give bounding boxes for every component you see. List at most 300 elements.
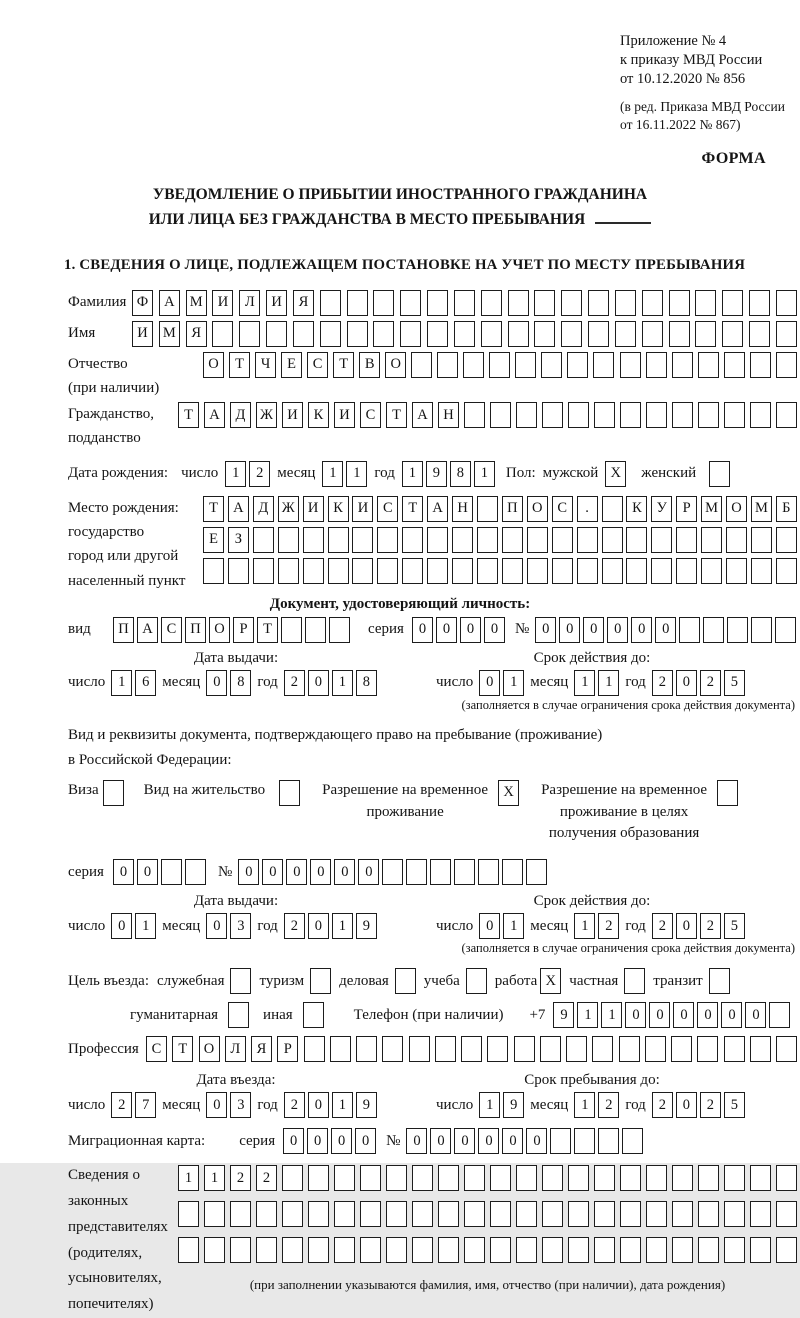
char-cell[interactable] [230,1201,251,1227]
checkbox-humanitarian[interactable] [228,1002,249,1028]
char-cell[interactable] [256,1237,277,1263]
char-cell[interactable] [438,1165,459,1191]
char-cell[interactable]: О [726,496,747,522]
char-cell[interactable] [239,321,260,347]
char-cell[interactable] [751,558,772,584]
char-cell[interactable]: Б [776,496,797,522]
char-cell[interactable] [669,321,690,347]
char-cell[interactable]: 0 [355,1128,376,1154]
char-cell[interactable] [334,1165,355,1191]
char-cell[interactable] [490,1201,511,1227]
char-cell[interactable]: 0 [111,913,132,939]
char-cell[interactable]: К [328,496,349,522]
char-cell[interactable] [281,617,302,643]
char-cell[interactable] [594,402,615,428]
char-cell[interactable] [454,321,475,347]
char-cell[interactable]: Т [386,402,407,428]
char-cell[interactable]: 0 [649,1002,670,1028]
char-cell[interactable] [619,1036,640,1062]
char-cell[interactable]: 0 [502,1128,523,1154]
char-cell[interactable] [320,290,341,316]
char-cell[interactable]: 1 [474,461,495,487]
char-cell[interactable]: 0 [745,1002,766,1028]
char-cell[interactable]: 1 [601,1002,622,1028]
char-cell[interactable] [749,290,770,316]
char-cell[interactable] [724,402,745,428]
char-cell[interactable]: Я [251,1036,272,1062]
char-cell[interactable] [508,321,529,347]
char-cell[interactable]: 1 [178,1165,199,1191]
char-cell[interactable]: 0 [430,1128,451,1154]
char-cell[interactable] [701,558,722,584]
char-cell[interactable] [282,1237,303,1263]
char-cell[interactable]: 1 [503,913,524,939]
char-cell[interactable] [502,859,523,885]
char-cell[interactable] [776,1036,797,1062]
char-cell[interactable] [516,1201,537,1227]
char-cell[interactable] [515,352,536,378]
char-cell[interactable]: М [186,290,207,316]
char-cell[interactable] [452,527,473,553]
char-cell[interactable] [672,352,693,378]
char-cell[interactable]: Е [203,527,224,553]
char-cell[interactable] [178,1201,199,1227]
char-cell[interactable] [727,617,748,643]
char-cell[interactable] [620,1165,641,1191]
char-cell[interactable]: 0 [526,1128,547,1154]
checkbox-study[interactable] [466,968,487,994]
char-cell[interactable] [568,402,589,428]
char-cell[interactable]: 0 [331,1128,352,1154]
char-cell[interactable]: Д [253,496,274,522]
char-cell[interactable] [724,352,745,378]
char-cell[interactable] [212,321,233,347]
char-cell[interactable]: 2 [284,670,305,696]
char-cell[interactable] [602,496,623,522]
char-cell[interactable] [776,558,797,584]
char-cell[interactable]: 1 [322,461,343,487]
char-cell[interactable] [400,321,421,347]
char-cell[interactable] [412,1165,433,1191]
char-cell[interactable]: Д [230,402,251,428]
char-cell[interactable] [698,1165,719,1191]
char-cell[interactable] [672,1201,693,1227]
char-cell[interactable] [527,527,548,553]
char-cell[interactable] [427,558,448,584]
char-cell[interactable]: Я [186,321,207,347]
char-cell[interactable] [464,1165,485,1191]
char-cell[interactable]: Р [233,617,254,643]
char-cell[interactable] [373,290,394,316]
char-cell[interactable] [697,1036,718,1062]
char-cell[interactable]: 0 [478,1128,499,1154]
char-cell[interactable] [477,496,498,522]
char-cell[interactable] [698,1201,719,1227]
char-cell[interactable] [266,321,287,347]
char-cell[interactable]: 1 [574,1092,595,1118]
char-cell[interactable] [620,1201,641,1227]
char-cell[interactable]: 0 [308,1092,329,1118]
char-cell[interactable] [427,527,448,553]
char-cell[interactable]: Т [402,496,423,522]
char-cell[interactable] [672,1237,693,1263]
char-cell[interactable] [502,558,523,584]
char-cell[interactable]: К [626,496,647,522]
char-cell[interactable] [477,558,498,584]
char-cell[interactable] [776,1201,797,1227]
char-cell[interactable]: И [334,402,355,428]
char-cell[interactable] [463,352,484,378]
char-cell[interactable] [377,558,398,584]
char-cell[interactable]: 0 [308,913,329,939]
char-cell[interactable]: 0 [307,1128,328,1154]
char-cell[interactable] [646,1201,667,1227]
char-cell[interactable]: 9 [356,913,377,939]
char-cell[interactable]: 0 [460,617,481,643]
char-cell[interactable]: 2 [111,1092,132,1118]
char-cell[interactable]: Н [438,402,459,428]
char-cell[interactable] [328,527,349,553]
char-cell[interactable] [334,1237,355,1263]
char-cell[interactable]: Ж [256,402,277,428]
char-cell[interactable]: 0 [310,859,331,885]
char-cell[interactable] [594,1165,615,1191]
char-cell[interactable] [402,558,423,584]
char-cell[interactable]: 0 [113,859,134,885]
char-cell[interactable]: Ч [255,352,276,378]
char-cell[interactable] [620,352,641,378]
char-cell[interactable]: 2 [700,1092,721,1118]
char-cell[interactable] [477,527,498,553]
char-cell[interactable] [750,1201,771,1227]
char-cell[interactable]: Л [225,1036,246,1062]
char-cell[interactable] [724,1036,745,1062]
char-cell[interactable]: 1 [574,670,595,696]
char-cell[interactable] [646,402,667,428]
char-cell[interactable]: 1 [332,1092,353,1118]
char-cell[interactable]: 0 [283,1128,304,1154]
char-cell[interactable] [540,1036,561,1062]
char-cell[interactable] [588,321,609,347]
char-cell[interactable] [541,352,562,378]
char-cell[interactable] [481,321,502,347]
char-cell[interactable] [574,1128,595,1154]
char-cell[interactable]: И [352,496,373,522]
char-cell[interactable]: У [651,496,672,522]
char-cell[interactable] [438,1201,459,1227]
char-cell[interactable]: Ф [132,290,153,316]
char-cell[interactable] [776,321,797,347]
char-cell[interactable]: В [359,352,380,378]
char-cell[interactable] [646,352,667,378]
char-cell[interactable]: Т [178,402,199,428]
char-cell[interactable] [645,1036,666,1062]
char-cell[interactable] [615,290,636,316]
char-cell[interactable] [185,859,206,885]
char-cell[interactable]: 0 [454,1128,475,1154]
char-cell[interactable] [776,1237,797,1263]
char-cell[interactable] [534,290,555,316]
char-cell[interactable]: 0 [206,1092,227,1118]
char-cell[interactable]: О [203,352,224,378]
char-cell[interactable] [516,402,537,428]
char-cell[interactable]: 2 [230,1165,251,1191]
char-cell[interactable] [230,1237,251,1263]
char-cell[interactable]: А [137,617,158,643]
char-cell[interactable]: 1 [577,1002,598,1028]
char-cell[interactable]: 9 [426,461,447,487]
char-cell[interactable]: 0 [206,913,227,939]
char-cell[interactable] [577,527,598,553]
char-cell[interactable] [593,352,614,378]
char-cell[interactable] [437,352,458,378]
char-cell[interactable] [701,527,722,553]
char-cell[interactable] [464,1237,485,1263]
char-cell[interactable] [360,1237,381,1263]
char-cell[interactable] [352,527,373,553]
char-cell[interactable] [516,1237,537,1263]
char-cell[interactable] [352,558,373,584]
char-cell[interactable]: С [377,496,398,522]
char-cell[interactable] [330,1036,351,1062]
char-cell[interactable] [594,1237,615,1263]
char-cell[interactable] [386,1201,407,1227]
char-cell[interactable]: А [228,496,249,522]
char-cell[interactable]: 0 [583,617,604,643]
char-cell[interactable]: 1 [332,913,353,939]
char-cell[interactable] [726,558,747,584]
char-cell[interactable] [256,1201,277,1227]
char-cell[interactable] [646,1237,667,1263]
char-cell[interactable]: 3 [230,913,251,939]
char-cell[interactable] [490,1237,511,1263]
char-cell[interactable] [534,321,555,347]
char-cell[interactable] [724,1237,745,1263]
checkbox-transit[interactable] [709,968,730,994]
char-cell[interactable] [400,290,421,316]
char-cell[interactable] [412,1201,433,1227]
char-cell[interactable]: 1 [332,670,353,696]
char-cell[interactable]: 2 [700,913,721,939]
char-cell[interactable]: Р [277,1036,298,1062]
char-cell[interactable]: И [282,402,303,428]
char-cell[interactable]: 0 [697,1002,718,1028]
char-cell[interactable] [203,558,224,584]
char-cell[interactable]: 8 [450,461,471,487]
checkbox-male[interactable]: X [605,461,626,487]
char-cell[interactable] [724,1165,745,1191]
char-cell[interactable]: 2 [284,913,305,939]
char-cell[interactable]: И [132,321,153,347]
char-cell[interactable] [334,1201,355,1227]
char-cell[interactable]: 1 [479,1092,500,1118]
char-cell[interactable] [602,558,623,584]
char-cell[interactable]: . [577,496,598,522]
char-cell[interactable]: 0 [559,617,580,643]
char-cell[interactable] [320,321,341,347]
char-cell[interactable] [293,321,314,347]
char-cell[interactable] [615,321,636,347]
char-cell[interactable] [568,1165,589,1191]
char-cell[interactable] [360,1165,381,1191]
char-cell[interactable] [568,1201,589,1227]
char-cell[interactable] [382,859,403,885]
char-cell[interactable] [253,527,274,553]
char-cell[interactable]: С [161,617,182,643]
char-cell[interactable]: 5 [724,670,745,696]
char-cell[interactable]: М [159,321,180,347]
char-cell[interactable] [751,617,772,643]
char-cell[interactable] [412,1237,433,1263]
char-cell[interactable] [552,558,573,584]
char-cell[interactable]: 2 [652,913,673,939]
char-cell[interactable] [438,1237,459,1263]
char-cell[interactable] [698,1237,719,1263]
char-cell[interactable] [278,527,299,553]
char-cell[interactable]: С [360,402,381,428]
char-cell[interactable]: И [303,496,324,522]
char-cell[interactable] [435,1036,456,1062]
char-cell[interactable] [750,1036,771,1062]
char-cell[interactable]: 1 [598,670,619,696]
char-cell[interactable]: П [113,617,134,643]
char-cell[interactable] [550,1128,571,1154]
char-cell[interactable] [724,1201,745,1227]
char-cell[interactable]: С [552,496,573,522]
char-cell[interactable]: 0 [631,617,652,643]
char-cell[interactable]: А [427,496,448,522]
char-cell[interactable]: А [204,402,225,428]
char-cell[interactable]: 3 [230,1092,251,1118]
char-cell[interactable] [568,1237,589,1263]
char-cell[interactable] [552,527,573,553]
char-cell[interactable]: 9 [553,1002,574,1028]
char-cell[interactable] [489,352,510,378]
char-cell[interactable] [776,290,797,316]
checkbox-temp-permit[interactable]: X [498,780,519,806]
char-cell[interactable]: 1 [574,913,595,939]
char-cell[interactable] [672,1165,693,1191]
char-cell[interactable]: М [701,496,722,522]
char-cell[interactable]: 0 [334,859,355,885]
char-cell[interactable] [514,1036,535,1062]
char-cell[interactable]: 2 [652,1092,673,1118]
char-cell[interactable]: 0 [607,617,628,643]
char-cell[interactable] [308,1237,329,1263]
char-cell[interactable]: 0 [406,1128,427,1154]
char-cell[interactable]: Т [172,1036,193,1062]
char-cell[interactable] [308,1165,329,1191]
char-cell[interactable]: Т [229,352,250,378]
char-cell[interactable] [671,1036,692,1062]
char-cell[interactable] [303,558,324,584]
char-cell[interactable]: Л [239,290,260,316]
char-cell[interactable]: 0 [484,617,505,643]
char-cell[interactable] [329,617,350,643]
char-cell[interactable] [751,527,772,553]
char-cell[interactable] [776,1165,797,1191]
char-cell[interactable] [305,617,326,643]
checkbox-edu-permit[interactable] [717,780,738,806]
char-cell[interactable] [626,558,647,584]
char-cell[interactable]: 5 [724,913,745,939]
char-cell[interactable] [542,1237,563,1263]
char-cell[interactable] [646,1165,667,1191]
char-cell[interactable]: 0 [673,1002,694,1028]
char-cell[interactable]: 0 [479,670,500,696]
char-cell[interactable] [282,1201,303,1227]
char-cell[interactable] [542,1201,563,1227]
char-cell[interactable]: 9 [503,1092,524,1118]
char-cell[interactable] [178,1237,199,1263]
char-cell[interactable]: 7 [135,1092,156,1118]
char-cell[interactable]: 0 [137,859,158,885]
char-cell[interactable] [481,290,502,316]
char-cell[interactable] [726,527,747,553]
char-cell[interactable] [698,402,719,428]
char-cell[interactable]: Т [203,496,224,522]
char-cell[interactable] [567,352,588,378]
char-cell[interactable]: 1 [135,913,156,939]
char-cell[interactable] [769,1002,790,1028]
char-cell[interactable] [542,1165,563,1191]
char-cell[interactable]: 1 [346,461,367,487]
char-cell[interactable] [620,1237,641,1263]
char-cell[interactable] [577,558,598,584]
char-cell[interactable]: 0 [625,1002,646,1028]
char-cell[interactable] [282,1165,303,1191]
char-cell[interactable] [527,558,548,584]
char-cell[interactable] [461,1036,482,1062]
char-cell[interactable] [598,1128,619,1154]
char-cell[interactable]: 2 [652,670,673,696]
char-cell[interactable] [347,290,368,316]
char-cell[interactable] [356,1036,377,1062]
char-cell[interactable]: 0 [286,859,307,885]
char-cell[interactable] [304,1036,325,1062]
char-cell[interactable] [308,1201,329,1227]
char-cell[interactable] [622,1128,643,1154]
char-cell[interactable] [776,402,797,428]
checkbox-female[interactable] [709,461,730,487]
char-cell[interactable] [526,859,547,885]
char-cell[interactable]: П [185,617,206,643]
char-cell[interactable] [490,402,511,428]
char-cell[interactable] [750,352,771,378]
char-cell[interactable]: 2 [249,461,270,487]
char-cell[interactable]: 0 [436,617,457,643]
char-cell[interactable]: О [209,617,230,643]
char-cell[interactable]: 1 [402,461,423,487]
char-cell[interactable] [386,1237,407,1263]
checkbox-private[interactable] [624,968,645,994]
char-cell[interactable] [373,321,394,347]
char-cell[interactable] [750,1165,771,1191]
char-cell[interactable] [561,321,582,347]
checkbox-business-trip[interactable] [230,968,251,994]
char-cell[interactable]: 8 [230,670,251,696]
char-cell[interactable] [676,558,697,584]
char-cell[interactable]: 5 [724,1092,745,1118]
char-cell[interactable] [592,1036,613,1062]
char-cell[interactable]: 2 [256,1165,277,1191]
char-cell[interactable]: Н [452,496,473,522]
char-cell[interactable]: Е [281,352,302,378]
char-cell[interactable] [386,1165,407,1191]
char-cell[interactable] [750,1237,771,1263]
checkbox-residence-permit[interactable] [279,780,300,806]
char-cell[interactable] [626,527,647,553]
